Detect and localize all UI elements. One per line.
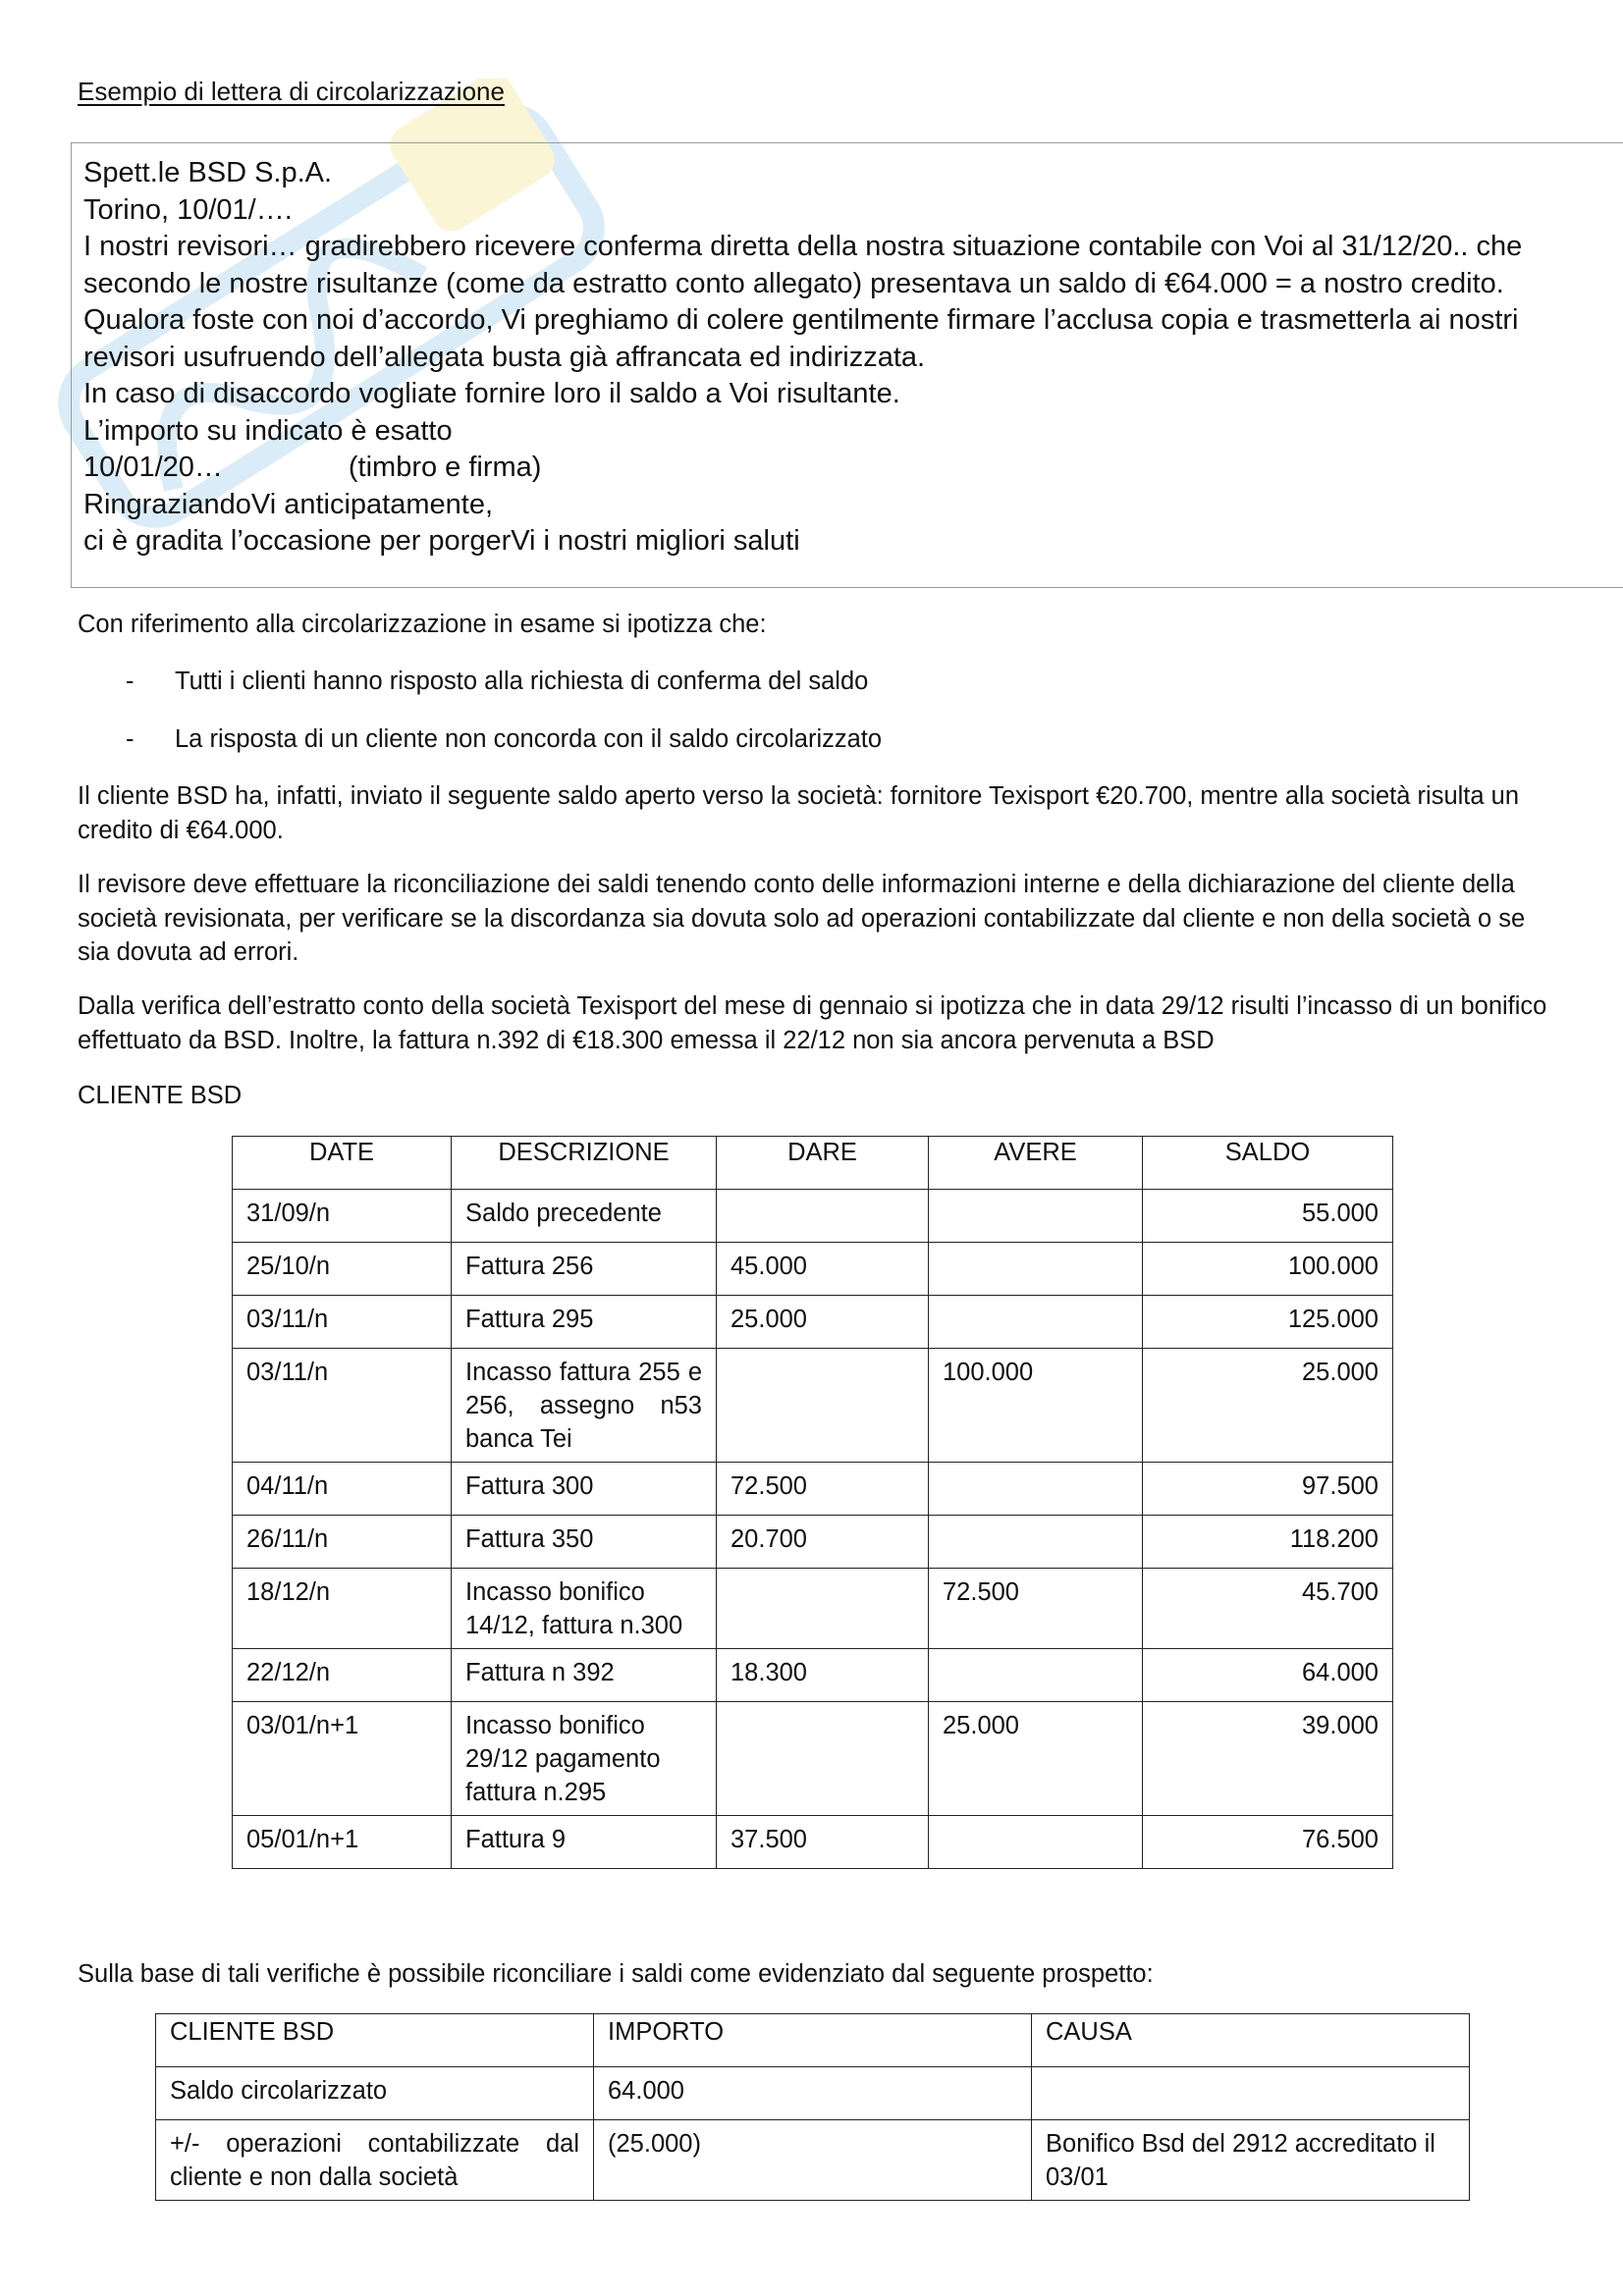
table-row [233,1649,1393,1702]
cell-dare: 37.500 [717,1816,929,1869]
cell-dare: 72.500 [717,1463,929,1516]
column-header-saldo: SALDO [1143,1137,1393,1190]
cell-dare: 20.700 [717,1516,929,1569]
cell-date: 03/11/n [233,1296,452,1349]
cell-causa: Bonifico Bsd del 2912 accreditato il 03/01 [1032,2120,1470,2201]
letter-sign-date: 10/01/20… [83,452,223,483]
cell-avere [929,1816,1143,1869]
letter-paragraph-agreement: Qualora foste con noi d’accordo, Vi preghiamo di colere gentilmente firmare l’acclusa copia e trasmetterla ai nostri revisori usufruendo dell’allegata busta già affrancata ed indirizzata. [83,304,1519,373]
cell-dare: 25.000 [717,1296,929,1349]
cell-dare [717,1569,929,1649]
cell-date: 22/12/n [233,1649,452,1702]
cell-avere [929,1190,1143,1243]
cell-dare [717,1190,929,1243]
letter-recipient: Spett.le BSD S.p.A. [83,157,333,188]
letter-closing-greetings: ci è gradita l’occasione per porgerVi i nostri migliori saluti [83,525,800,557]
letter-stamp-label: (timbro e firma) [348,452,542,483]
cell-causa [1032,2067,1470,2120]
paragraph-reconciliation-intro: Sulla base di tali verifiche è possibile riconciliare i saldi come evidenziato dal seguente prospetto: [78,1960,1154,1988]
cell-avere [929,1463,1143,1516]
cell-date: 31/09/n [233,1190,452,1243]
cell-date: 03/11/n [233,1349,452,1463]
table-row [233,1569,1393,1649]
cell-dare [717,1702,929,1816]
cell-saldo: 45.700 [1143,1569,1393,1649]
cell-dare: 18.300 [717,1649,929,1702]
cell-dare: 45.000 [717,1243,929,1296]
table-row [156,2067,1470,2120]
cell-avere: 72.500 [929,1569,1143,1649]
cell-saldo: 25.000 [1143,1349,1393,1463]
letter-date-signature-line [83,450,1611,487]
column-header-cliente: CLIENTE BSD [156,2014,594,2067]
cell-date: 03/01/n+1 [233,1702,452,1816]
cell-saldo: 97.500 [1143,1463,1393,1516]
column-header-causa: CAUSA [1032,2014,1470,2067]
letter-closing-thanks: RingraziandoVi anticipatamente, [83,488,494,520]
cell-saldo: 64.000 [1143,1649,1393,1702]
list-item-text: La risposta di un cliente non concorda con il saldo circolarizzato [175,725,883,753]
cell-description: Fattura 295 [452,1296,717,1349]
cell-avere [929,1296,1143,1349]
list-item [126,665,868,699]
column-header-avere: AVERE [929,1137,1143,1190]
cell-avere [929,1649,1143,1702]
letter-paragraph-disagreement: In caso di disaccordo vogliate fornire loro il saldo a Voi risultante. [83,378,900,409]
cell-importo: 64.000 [594,2067,1032,2120]
letter-place-date: Torino, 10/01/…. [83,193,293,226]
cell-saldo: 118.200 [1143,1516,1393,1569]
table-row [233,1516,1393,1569]
cell-cliente: +/- operazioni contabilizzate dal cliente e non dalla società [156,2120,594,2201]
table-row [233,1816,1393,1869]
column-header-dare: DARE [717,1137,929,1190]
cell-dare [717,1349,929,1463]
column-header-descrizione: DESCRIZIONE [452,1137,717,1190]
paragraph-statement-check: Dalla verifica dell’estratto conto della società Texisport del mese di gennaio si ipotizza che in data 29/12 risulti l’incasso di un bonifico effettuato da BSD. Inoltre, la fattura n.392 di €18.300 emessa il 22/12 non sia ancora pervenuta a BSD [78,992,1547,1054]
ledger-table-label: CLIENTE BSD [78,1082,243,1109]
intro-paragraph: Con riferimento alla circolarizzazione in esame si ipotizza che: [78,611,767,638]
table-row [233,1702,1393,1816]
cell-saldo: 125.000 [1143,1296,1393,1349]
cell-description: Incasso fattura 255 e 256, assegno n53 banca Tei [452,1349,717,1463]
ledger-table [232,1136,1393,1869]
cell-date: 04/11/n [233,1463,452,1516]
cell-description: Fattura 350 [452,1516,717,1569]
cell-saldo: 55.000 [1143,1190,1393,1243]
cell-avere [929,1243,1143,1296]
cell-saldo: 100.000 [1143,1243,1393,1296]
cell-cliente: Saldo circolarizzato [156,2067,594,2120]
cell-description: Incasso bonifico 29/12 pagamento fattura n.295 [452,1702,717,1816]
reconciliation-table [155,2013,1470,2201]
bullet-marker: - [126,725,135,753]
cell-description: Fattura n 392 [452,1649,717,1702]
column-header-date: DATE [233,1137,452,1190]
cell-description: Saldo precedente [452,1190,717,1243]
cell-date: 05/01/n+1 [233,1816,452,1869]
table-row [156,2120,1470,2201]
bullet-marker: - [126,667,135,695]
cell-date: 26/11/n [233,1516,452,1569]
cell-date: 18/12/n [233,1569,452,1649]
column-header-importo: IMPORTO [594,2014,1032,2067]
cell-saldo: 76.500 [1143,1816,1393,1869]
cell-avere: 100.000 [929,1349,1143,1463]
table-row [233,1190,1393,1243]
cell-importo: (25.000) [594,2120,1032,2201]
letter-confirmation-line: L’importo su indicato è esatto [83,414,453,447]
list-item [126,722,882,757]
table-header-row [233,1137,1393,1190]
letter-paragraph-request: I nostri revisori… gradirebbero ricevere conferma diretta della nostra situazione contabile con Voi al 31/12/20.. che secondo le nostre risultanze (come da estratto conto allegato) presentava un saldo di €64.000 = a nostro credito. [83,231,1523,299]
paragraph-auditor-reconciliation: Il revisore deve effettuare la riconciliazione dei saldi tenendo conto delle informazioni interne e della dichiarazione del cliente della società revisionata, per verificare se la discordanza sia dovuta solo ad operazioni contabilizzate dal cliente e non della società o se sia dovuta ad errori. [78,871,1526,966]
table-row [233,1243,1393,1296]
letter-box [71,142,1623,588]
page-heading: Esempio di lettera di circolarizzazione [78,77,505,106]
cell-description: Fattura 300 [452,1463,717,1516]
cell-description: Fattura 9 [452,1816,717,1869]
cell-avere: 25.000 [929,1702,1143,1816]
cell-description: Incasso bonifico 14/12, fattura n.300 [452,1569,717,1649]
table-row [233,1463,1393,1516]
cell-saldo: 39.000 [1143,1702,1393,1816]
table-header-row [156,2014,1470,2067]
cell-description: Fattura 256 [452,1243,717,1296]
cell-avere [929,1516,1143,1569]
cell-date: 25/10/n [233,1243,452,1296]
paragraph-client-balance: Il cliente BSD ha, infatti, inviato il seguente saldo aperto verso la società: fornitore Texisport €20.700, mentre alla società risulta un credito di €64.000. [78,782,1520,844]
list-item-text: Tutti i clienti hanno risposto alla richiesta di conferma del saldo [175,667,869,695]
table-row [233,1296,1393,1349]
table-row [233,1349,1393,1463]
